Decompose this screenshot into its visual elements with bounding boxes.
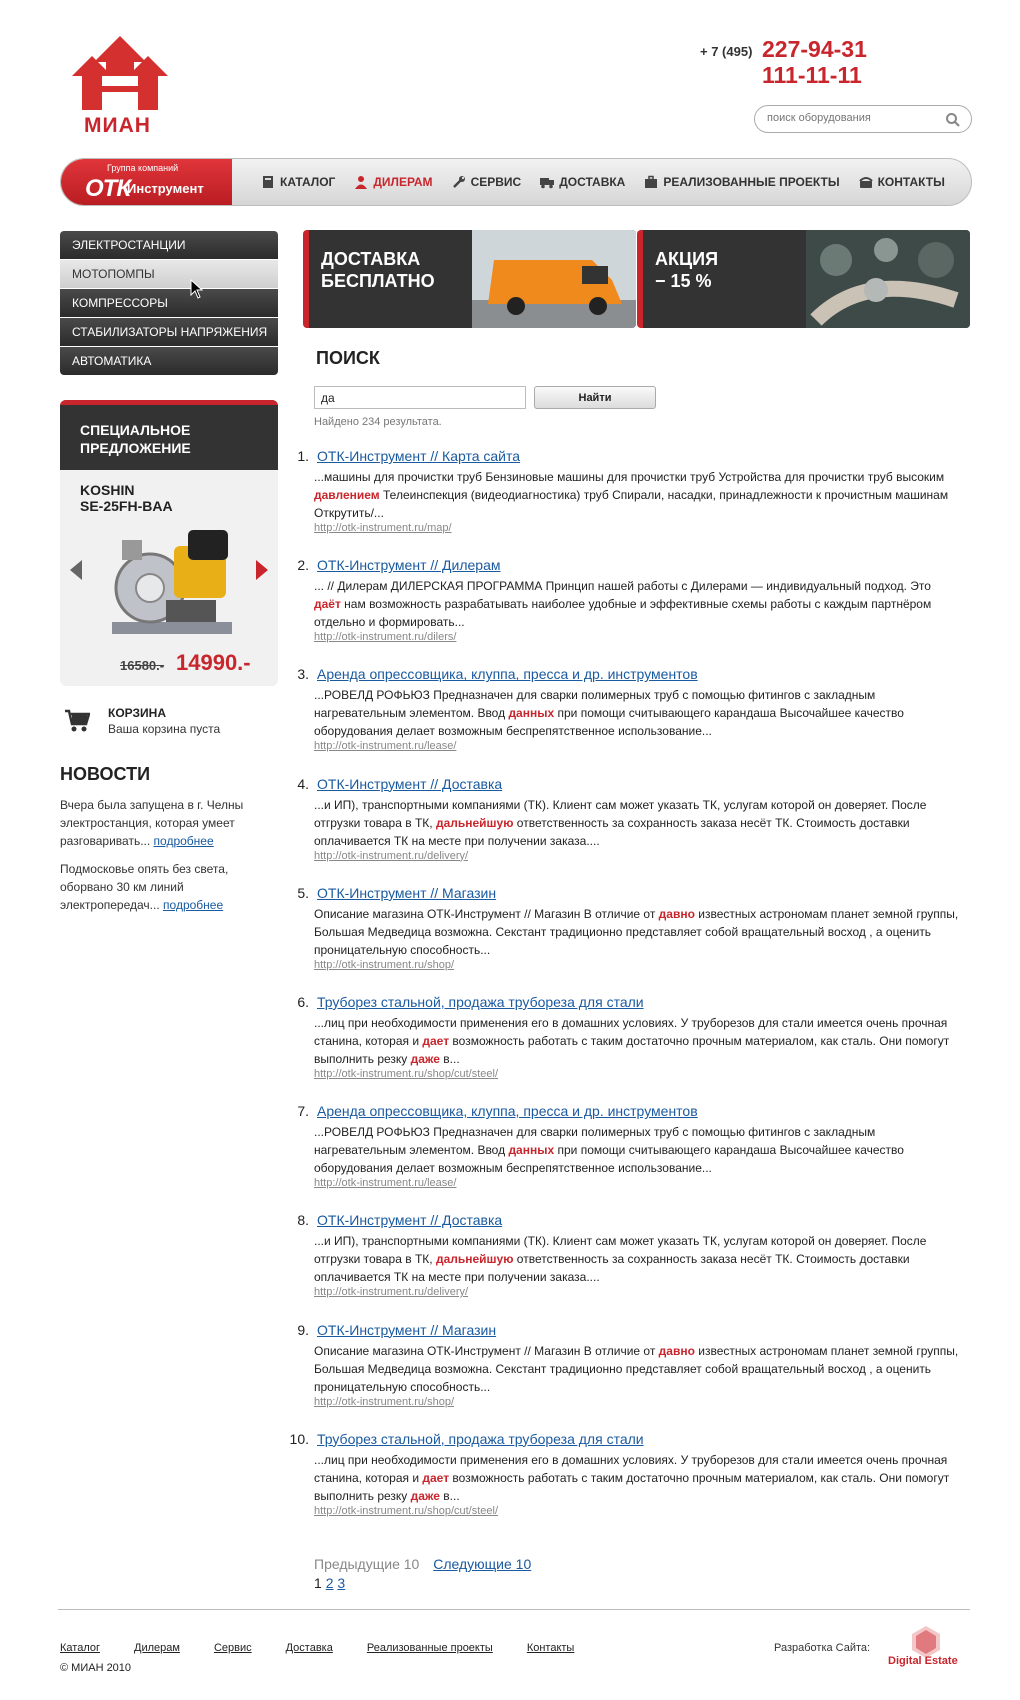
result-item: [280, 1212, 960, 1321]
offer-header: [60, 400, 278, 470]
result-snippet: ...и ИП), транспортными компаниями (ТК). Клиент сам может указать ТК, услугам которой он доверяет. После отгрузки товара в ТК, дальнейшую ответственность за сохранность заказа несёт ТК. Стоимость доставки оплачивается ТК на месте при получении заказа....: [314, 1234, 927, 1285]
result-snippet: ...лиц при необходимости применения его в домашних условиях. У труборезов для стали имеется очень прочная станина, которая и дает возможность работать с таким достаточно прочным материалом, как сталь. Они помогут выполнить резку даже в...: [314, 1015, 950, 1066]
news-item: [60, 796, 278, 850]
result-snippet: Описание магазина ОТК-Инструмент // Магазин В отличие от давно известных астрономам планет земной группы, Большая Медведица возможна. Секстант традиционно представляет собой вращательный восход , а оценить проницательную способность...: [314, 906, 959, 957]
result-url-link[interactable]: http://otk-instrument.ru/map/: [314, 522, 452, 534]
result-number: 10.: [289, 1430, 309, 1447]
result-title-link[interactable]: ОТК-Инструмент // Доставка: [317, 1212, 503, 1229]
phone-prefix: + 7 (495): [700, 44, 753, 59]
result-title-link[interactable]: Аренда опрессовщика, клуппа, пресса и др. инструментов: [317, 666, 698, 683]
nav-item-dealers[interactable]: [354, 175, 432, 189]
result-title-link[interactable]: ОТК-Инструмент // Доставка: [317, 775, 503, 792]
nav-label: ДОСТАВКА: [559, 175, 626, 189]
result-title-link[interactable]: Труборез стальной, продажа трубореза для стали: [317, 993, 644, 1010]
phone-main: 227-94-31: [762, 36, 867, 62]
result-number: 2.: [297, 557, 309, 574]
banner-line1: АКЦИЯ: [655, 249, 719, 269]
menu-item-power-plants[interactable]: ЭЛЕКТРОСТАНЦИИ: [60, 231, 278, 259]
result-item: [280, 666, 960, 775]
result-snippet: Описание магазина ОТК-Инструмент // Магазин В отличие от давно известных астрономам планет земной группы, Большая Медведица возможна. Секстант традиционно представляет собой вращательный восход , а оценить проницательную способность...: [314, 1343, 959, 1394]
machinery-image: [806, 230, 970, 328]
result-url-link[interactable]: http://otk-instrument.ru/delivery/: [314, 849, 469, 862]
wrench-icon: [452, 175, 466, 189]
result-url-link[interactable]: http://otk-instrument.ru/lease/: [314, 1177, 457, 1190]
result-snippet: ...РОВЕЛД РОФЬЮЗ Предназначен для сварки полимерных труб с помощью фитингов с закладным нагревательным элементом. Ввод данных при помощи считывающего карандаша Высочайшее качество оборудования делает возможным беспрепятственное использование...: [314, 1125, 904, 1176]
nav-label: КОНТАКТЫ: [877, 175, 945, 189]
pager-prev: Предыдущие 10: [314, 1556, 420, 1572]
special-offer[interactable]: [60, 400, 278, 686]
menu-item-motor-pumps[interactable]: МОТОПОМПЫ: [60, 260, 278, 288]
result-url-link[interactable]: http://otk-instrument.ru/shop/cut/steel/: [314, 1504, 499, 1517]
menu-item-stabilizers[interactable]: СТАБИЛИЗАТОРЫ НАПРЯЖЕНИЯ: [60, 318, 278, 346]
news-item: [60, 860, 278, 914]
developer-label: Разработка Сайта:: [774, 1642, 871, 1654]
result-item: [280, 448, 960, 557]
footer-link-projects[interactable]: Реализованные проекты: [366, 1642, 493, 1654]
banner-line2: − 15 %: [655, 271, 712, 291]
result-snippet: ...и ИП), транспортными компаниями (ТК). Клиент сам может указать ТК, услугам которой он доверяет. После отгрузки товара в ТК, дальнейшую ответственность за сохранность заказа несёт ТК. Стоимость доставки оплачивается ТК на месте при получении заказа....: [314, 797, 927, 848]
search-query-input[interactable]: [314, 386, 526, 409]
offer-model-line2: SE-25FH-BAA: [80, 498, 173, 514]
result-title-link[interactable]: Аренда опрессовщика, клуппа, пресса и др. инструментов: [317, 1103, 698, 1120]
truck-icon: [540, 175, 554, 189]
nav-label: ДИЛЕРАМ: [373, 175, 433, 189]
results-count: Найдено 234 результата.: [314, 416, 442, 428]
site-search: [754, 105, 972, 133]
search-icon[interactable]: [945, 112, 961, 128]
main-nav: [60, 158, 972, 206]
offer-next-arrow-icon[interactable]: [256, 560, 268, 580]
nav-item-projects[interactable]: [644, 175, 839, 189]
result-url-link[interactable]: http://otk-instrument.ru/shop/cut/steel/: [314, 1067, 499, 1080]
result-number: 4.: [297, 775, 309, 792]
result-title-link[interactable]: ОТК-Инструмент // Дилерам: [317, 557, 501, 574]
result-snippet: ...РОВЕЛД РОФЬЮЗ Предназначен для сварки полимерных труб с помощью фитингов с закладным нагревательным элементом. Ввод данных при помощи считывающего карандаша Высочайшее качество оборудования делает возможным беспрепятственное использование...: [314, 688, 904, 739]
nav-item-contacts[interactable]: [859, 175, 945, 189]
mouse-cursor-icon: [190, 279, 204, 299]
motor-pump-image: [102, 500, 242, 650]
news-more-link[interactable]: подробнее: [153, 834, 214, 848]
result-url-link[interactable]: http://otk-instrument.ru/dilers/: [314, 631, 457, 644]
banner-line2: БЕСПЛАТНО: [321, 271, 435, 291]
result-item: [280, 994, 960, 1103]
phone-second: 111-11-11: [762, 62, 862, 88]
result-title-link[interactable]: Труборез стальной, продажа трубореза для стали: [317, 1430, 644, 1447]
nav-items: [261, 159, 964, 205]
cart-icon: [64, 708, 90, 734]
nav-label: РЕАЛИЗОВАННЫЕ ПРОЕКТЫ: [663, 175, 840, 189]
result-item: [280, 1103, 960, 1212]
banner-text: [655, 248, 718, 292]
nav-label: КАТАЛОГ: [280, 175, 336, 189]
offer-price-old: 16580.-: [120, 658, 165, 673]
result-item: [280, 1431, 960, 1540]
brand-badge[interactable]: [61, 159, 232, 205]
footer-divider: [58, 1609, 970, 1610]
result-title-link[interactable]: ОТК-Инструмент // Магазин: [317, 1321, 497, 1338]
result-number: 3.: [297, 666, 309, 683]
footer-link-dealers[interactable]: Дилерам: [134, 1642, 180, 1654]
result-number: 9.: [297, 1321, 309, 1338]
offer-price-new: 14990.-: [176, 650, 251, 675]
news-text: Подмосковье опять без света, оборвано 30 км линий электропередач...: [60, 862, 229, 912]
developer-name: Digital Estate: [888, 1655, 958, 1667]
page-link[interactable]: 2: [325, 1575, 334, 1591]
result-snippet: ... // Дилерам ДИЛЕРСКАЯ ПРОГРАММА Принцип нашей работы с Дилерами — индивидуальный подход. Это даёт нам возможность разрабатывать наиболее удобные и эффективные схемы работы с каждым партнёром отдельно и формировать...: [314, 579, 932, 630]
banner-sale[interactable]: [637, 230, 970, 328]
result-item: [280, 1322, 960, 1431]
result-number: 6.: [297, 993, 309, 1010]
footer-link-delivery[interactable]: Доставка: [285, 1642, 333, 1654]
news-more-link[interactable]: подробнее: [163, 898, 224, 912]
logo-text: МИАН: [84, 114, 151, 137]
page-numbers: [314, 1575, 345, 1591]
result-number: 1.: [297, 448, 309, 464]
search-submit-button[interactable]: Найти: [534, 386, 656, 409]
brand-sub: Группа компаний: [107, 163, 179, 173]
offer-title-line2: ПРЕДЛОЖЕНИЕ: [80, 440, 191, 456]
briefcase-icon: [644, 175, 658, 189]
page-current: 1: [314, 1575, 322, 1591]
page-title: ПОИСК: [316, 348, 380, 368]
delivery-van-image: [472, 230, 636, 328]
menu-item-compressors[interactable]: КОМПРЕССОРЫ: [60, 289, 278, 317]
offer-title-line1: СПЕЦИАЛЬНОЕ: [80, 422, 191, 438]
news-title: НОВОСТИ: [60, 764, 151, 784]
page-link[interactable]: 3: [337, 1575, 346, 1591]
banner-free-delivery[interactable]: [303, 230, 636, 328]
banner-text: [321, 248, 435, 292]
brand-name: Инструмент: [127, 181, 204, 196]
footer-link-contacts[interactable]: Контакты: [526, 1642, 575, 1654]
nav-item-catalog[interactable]: [261, 175, 335, 189]
banner-line1: ДОСТАВКА: [321, 249, 421, 269]
result-item: [280, 776, 960, 885]
result-title-link[interactable]: ОТК-Инструмент // Магазин: [317, 884, 497, 901]
result-item: [280, 557, 960, 666]
site-search-input[interactable]: [767, 112, 937, 124]
copyright: © МИАН 2010: [60, 1662, 132, 1674]
menu-item-automation[interactable]: АВТОМАТИКА: [60, 347, 278, 375]
cart-title: КОРЗИНА: [108, 706, 166, 720]
result-url-link[interactable]: http://otk-instrument.ru/delivery/: [314, 1286, 469, 1299]
result-url-link[interactable]: http://otk-instrument.ru/shop/: [314, 958, 455, 971]
cart-status: Ваша корзина пуста: [108, 722, 221, 736]
book-icon: [261, 175, 275, 189]
result-url-link[interactable]: http://otk-instrument.ru/shop/: [314, 1395, 455, 1408]
results-list: [280, 448, 960, 1540]
result-title-link[interactable]: ОТК-Инструмент // Карта сайта: [317, 448, 521, 464]
pager-next-link[interactable]: Следующие 10: [433, 1556, 532, 1572]
footer-nav: [60, 1642, 608, 1654]
footer-link-service[interactable]: Сервис: [213, 1642, 252, 1654]
result-item: [280, 885, 960, 994]
result-snippet: ...машины для прочистки труб Бензиновые машины для прочистки труб Устройства для прочистки труб высоким давлением Телеинспекция (видеодиагностика) труб Спирали, насадки, принадлежности к прочистным машинам Открутить/...: [314, 470, 949, 520]
category-menu: [60, 231, 278, 376]
nav-label: СЕРВИС: [470, 175, 522, 189]
user-icon: [354, 175, 368, 189]
nav-item-delivery[interactable]: [540, 175, 625, 189]
result-snippet: ...лиц при необходимости применения его в домашних условиях. У труборезов для стали имеется очень прочная станина, которая и дает возможность работать с таким достаточно прочным материалом, как сталь. Они помогут выполнить резку даже в...: [314, 1452, 950, 1503]
footer-link-catalog[interactable]: Каталог: [60, 1642, 100, 1654]
result-number: 8.: [297, 1212, 309, 1229]
offer-model-line1: KOSHIN: [80, 482, 135, 498]
result-number: 7.: [297, 1103, 309, 1120]
phone-icon: [859, 175, 873, 189]
offer-prev-arrow-icon[interactable]: [70, 560, 82, 580]
brand-otk: ОТК: [85, 175, 131, 202]
news-list: [60, 796, 278, 924]
news-text: Вчера была запущена в г. Челны электростанция, которая умеет разговаривать...: [60, 798, 244, 848]
nav-item-service[interactable]: [452, 175, 522, 189]
result-url-link[interactable]: http://otk-instrument.ru/lease/: [314, 740, 457, 753]
result-number: 5.: [297, 884, 309, 901]
pager: [314, 1556, 531, 1572]
